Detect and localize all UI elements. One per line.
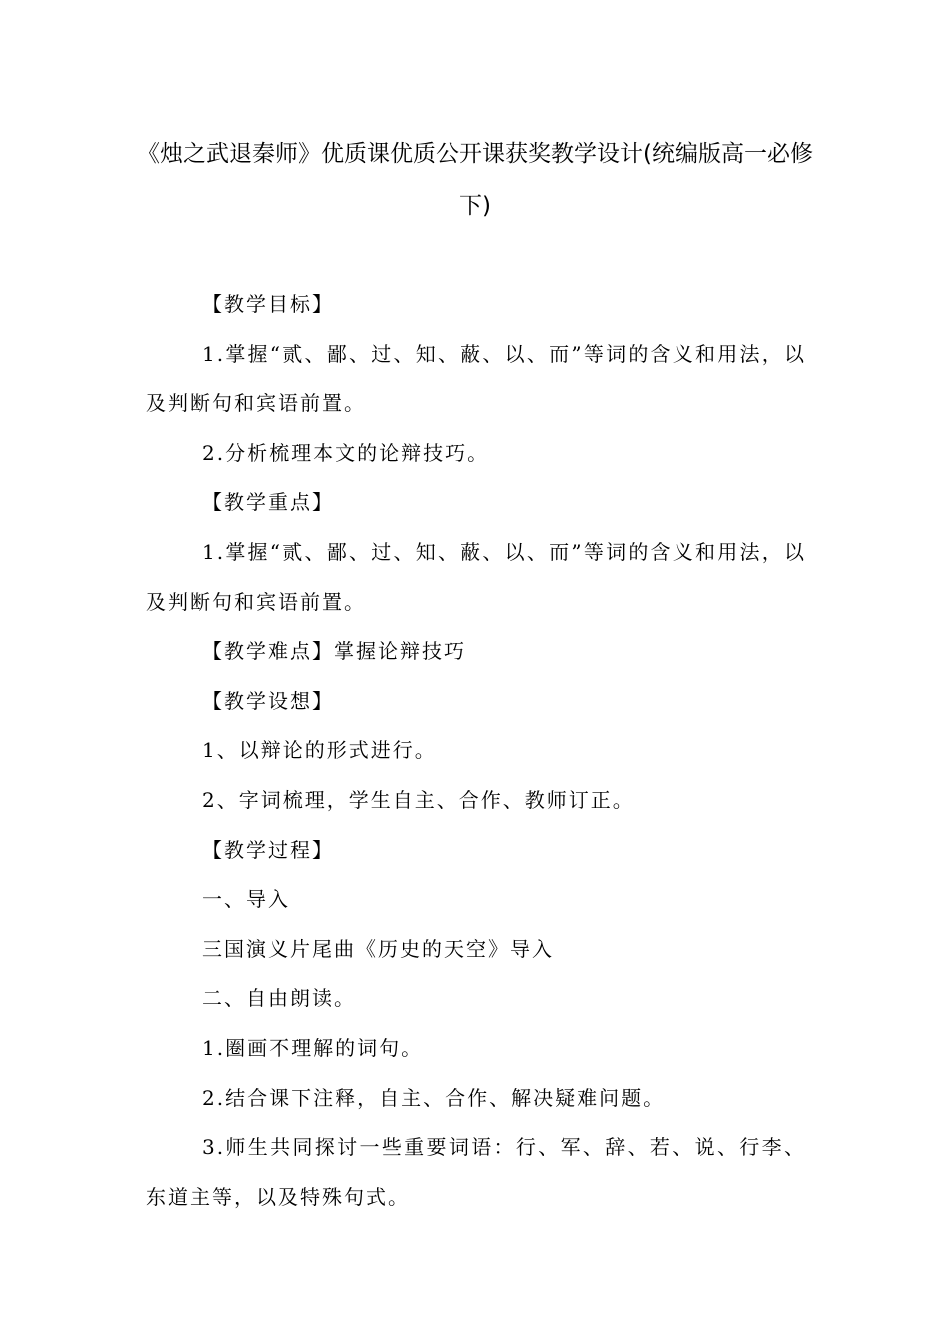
paragraph: 1.掌握“贰、鄙、过、知、蔽、以、而”等词的含义和用法，以及判断句和宾语前置。 [146, 539, 806, 614]
document-body [146, 280, 806, 1222]
section-heading-objectives: 【教学目标】 [202, 292, 334, 316]
paragraph: 二、自由朗读。 [202, 986, 356, 1011]
paragraph: 2、字词梳理，学生自主、合作、教师订正。 [202, 787, 635, 812]
paragraph: 三国演义片尾曲《历史的天空》导入 [202, 936, 554, 961]
section-heading-key-points: 【教学重点】 [202, 490, 334, 515]
paragraph: 1.圈画不理解的词句。 [202, 1035, 424, 1060]
paragraph: 1.掌握“贰、鄙、过、知、蔽、以、而”等词的含义和用法，以及判断句和宾语前置。 [146, 341, 806, 416]
section-heading-difficulties: 【教学难点】掌握论辩技巧 [202, 639, 466, 664]
paragraph: 2.分析梳理本文的论辩技巧。 [202, 440, 490, 465]
paragraph: 2.结合课下注释，自主、合作、解决疑难问题。 [202, 1085, 666, 1110]
section-heading-process: 【教学过程】 [202, 837, 334, 862]
section-heading-design: 【教学设想】 [202, 688, 334, 713]
paragraph: 一、导入 [202, 887, 290, 912]
paragraph: 1、以辩论的形式进行。 [202, 738, 437, 763]
paragraph: 3.师生共同探讨一些重要词语：行、军、辞、若、说、行李、东道主等，以及特殊句式。 [146, 1135, 806, 1209]
document-title: 《烛之武退秦师》优质课优质公开课获奖教学设计(统编版高一必修下) [137, 141, 813, 219]
